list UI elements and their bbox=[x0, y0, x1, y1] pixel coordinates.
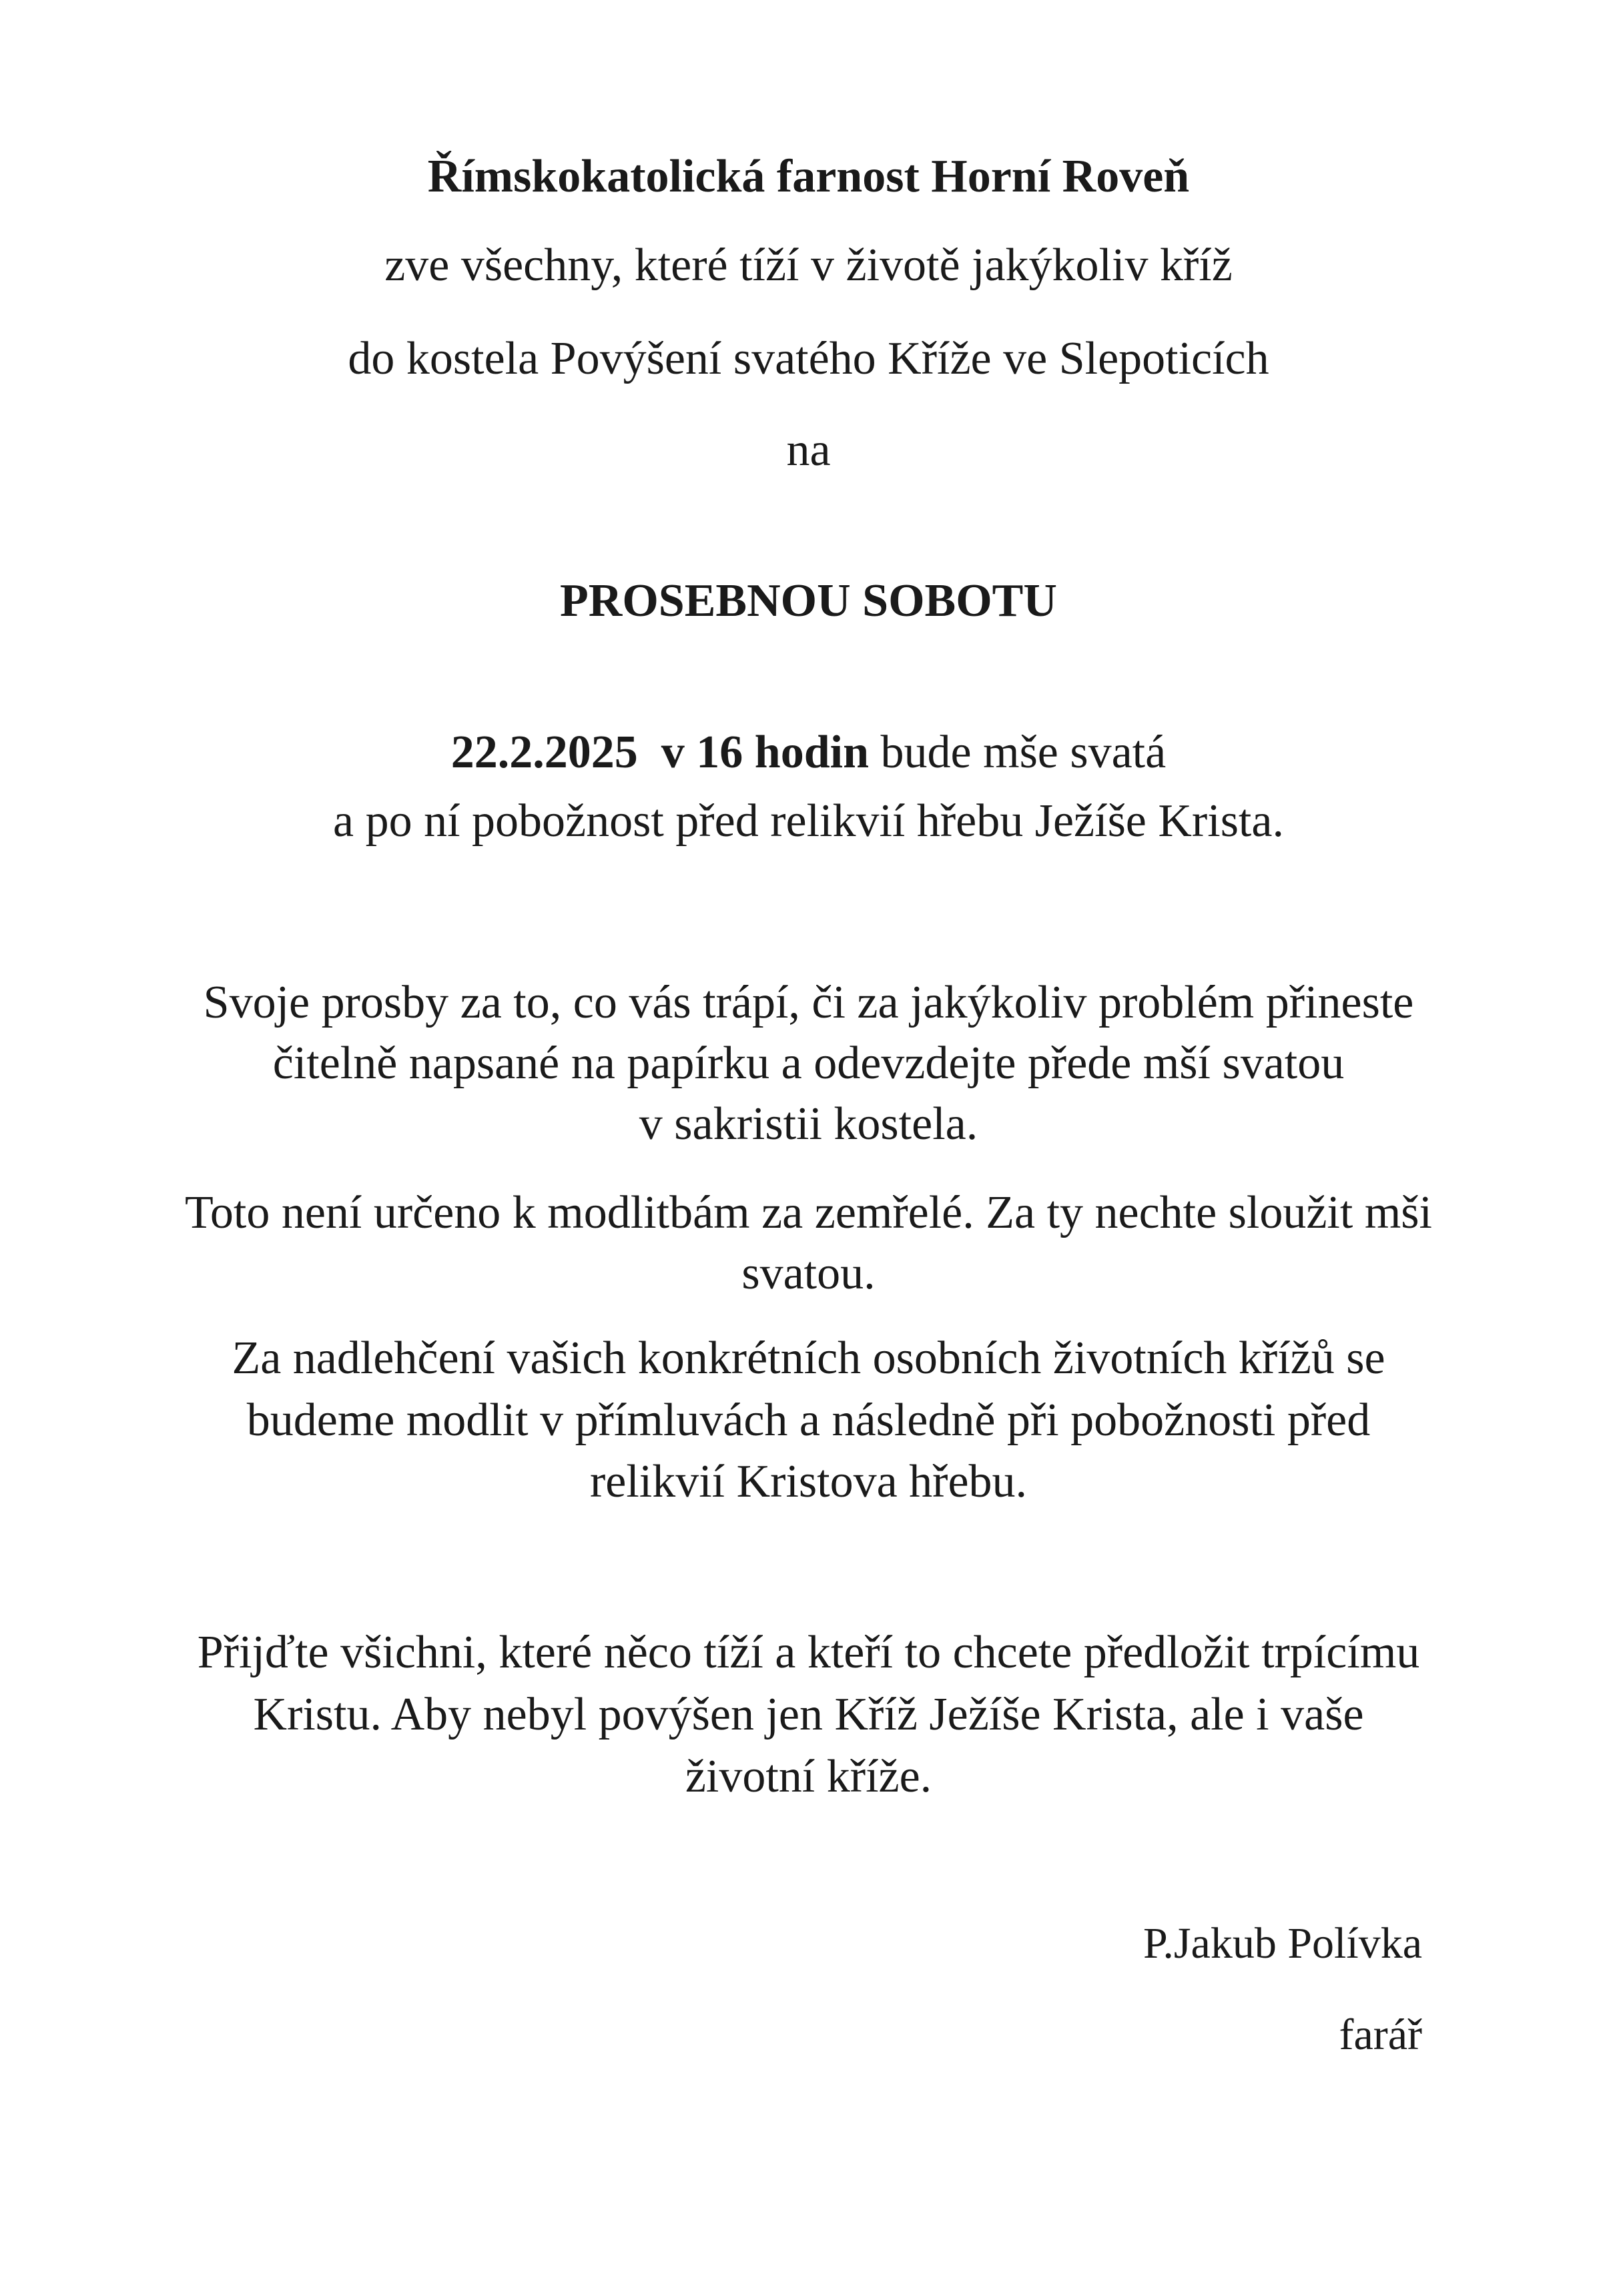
schedule-line-1 bbox=[0, 724, 1617, 781]
parish-name: Římskokatolická farnost Horní Roveň bbox=[427, 151, 1190, 202]
signature-title: farář bbox=[1339, 2010, 1422, 2059]
paragraph-1-line-2: čitelně napsané na papírku a odevzdejte přede mší svatou bbox=[272, 1038, 1345, 1089]
invitation-line-1: zve všechny, které tíží v životě jakýkoliv kříž bbox=[384, 240, 1233, 291]
paragraph-4-line-3: životní kříže. bbox=[685, 1751, 932, 1802]
paragraph-3-line-3: relikvií Kristova hřebu. bbox=[589, 1456, 1028, 1507]
paragraph-1-line-1: Svoje prosby za to, co vás trápí, či za jakýkoliv problém přineste bbox=[203, 977, 1414, 1028]
invitation-line-2: do kostela Povýšení svatého Kříže ve Slepoticích bbox=[348, 333, 1269, 384]
paragraph-4-line-1: Přijďte všichni, které něco tíží a kteří to chcete předložit trpícímu bbox=[197, 1627, 1420, 1678]
event-mass: bude mše svatá bbox=[869, 727, 1167, 778]
paragraph-4-line-2: Kristu. Aby nebyl povýšen jen Kříž Ježíše Krista, ale i vaše bbox=[253, 1689, 1364, 1740]
paragraph-2-line-2: svatou. bbox=[741, 1248, 876, 1299]
paragraph-3-line-1: Za nadlehčení vašich konkrétních osobních životních křížů se bbox=[232, 1332, 1385, 1384]
paragraph-3-line-2: budeme modlit v přímluvách a následně při pobožnosti před bbox=[246, 1395, 1371, 1446]
event-title: PROSEBNOU SOBOTU bbox=[560, 575, 1057, 627]
paragraph-1-line-3: v sakristii kostela. bbox=[639, 1098, 978, 1150]
invitation-line-3: na bbox=[786, 424, 831, 476]
signature-name: P.Jakub Polívka bbox=[1143, 1919, 1422, 1968]
schedule-line-2: a po ní pobožnost před relikvií hřebu Ježíše Krista. bbox=[333, 795, 1284, 847]
paragraph-2-line-1: Toto není určeno k modlitbám za zemřelé. Za ty nechte sloužit mši bbox=[185, 1187, 1432, 1238]
event-time: v 16 hodin bbox=[661, 727, 870, 778]
event-date: 22.2.2025 bbox=[450, 727, 638, 778]
